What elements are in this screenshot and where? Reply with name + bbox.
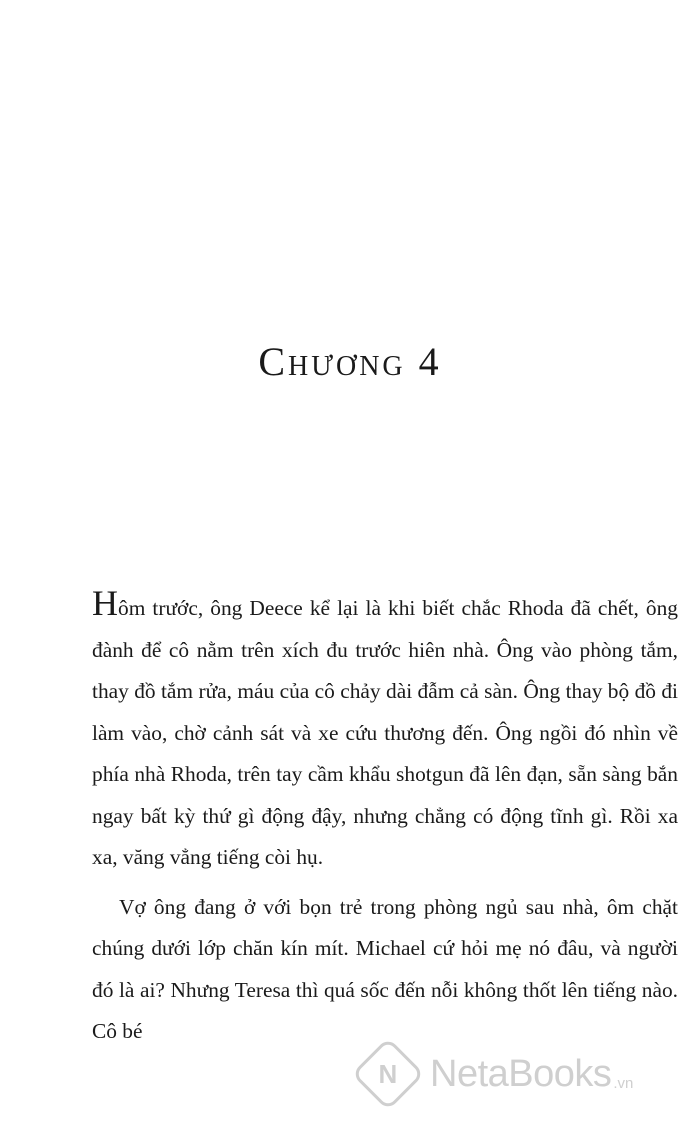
- paragraph-1-text: ôm trước, ông Deece kể lại là khi biết chắc Rhoda đã chết, ông đành để cô nằm trên xích đu trước hiên nhà. Ông vào phòng tắm, thay đồ tắm rửa, máu của cô chảy dài đẫm cả sàn. Ông thay bộ đồ đi làm vào, chờ cảnh sát và xe cứu thương đến. Ông ngồi đó nhìn về phía nhà Rhoda, trên tay cầm khẩu shotgun đã lên đạn, sẵn sàng bắn ngay bất kỳ thứ gì động đậy, nhưng chẳng có động tĩnh gì. Rồi xa xa, văng vẳng tiếng còi hụ.: [92, 596, 678, 869]
- chapter-title: Chương 4: [258, 339, 442, 384]
- logo-letter: N: [378, 1058, 398, 1089]
- watermark-suffix: .vn: [613, 1075, 634, 1092]
- netabooks-logo-icon: [351, 1037, 425, 1111]
- publisher-watermark: [362, 1048, 633, 1100]
- chapter-body: [92, 583, 678, 1053]
- paragraph-2: Vợ ông đang ở với bọn trẻ trong phòng ngủ sau nhà, ôm chặt chúng dưới lớp chăn kín mít. Michael cứ hỏi mẹ nó đâu, và người đó là ai? Nhưng Teresa thì quá sốc đến nỗi không thốt lên tiếng nào. Cô bé: [92, 894, 678, 1043]
- drop-cap: H: [92, 583, 118, 623]
- paragraph-1: [92, 583, 678, 879]
- watermark-text: NetaBooks: [430, 1052, 612, 1095]
